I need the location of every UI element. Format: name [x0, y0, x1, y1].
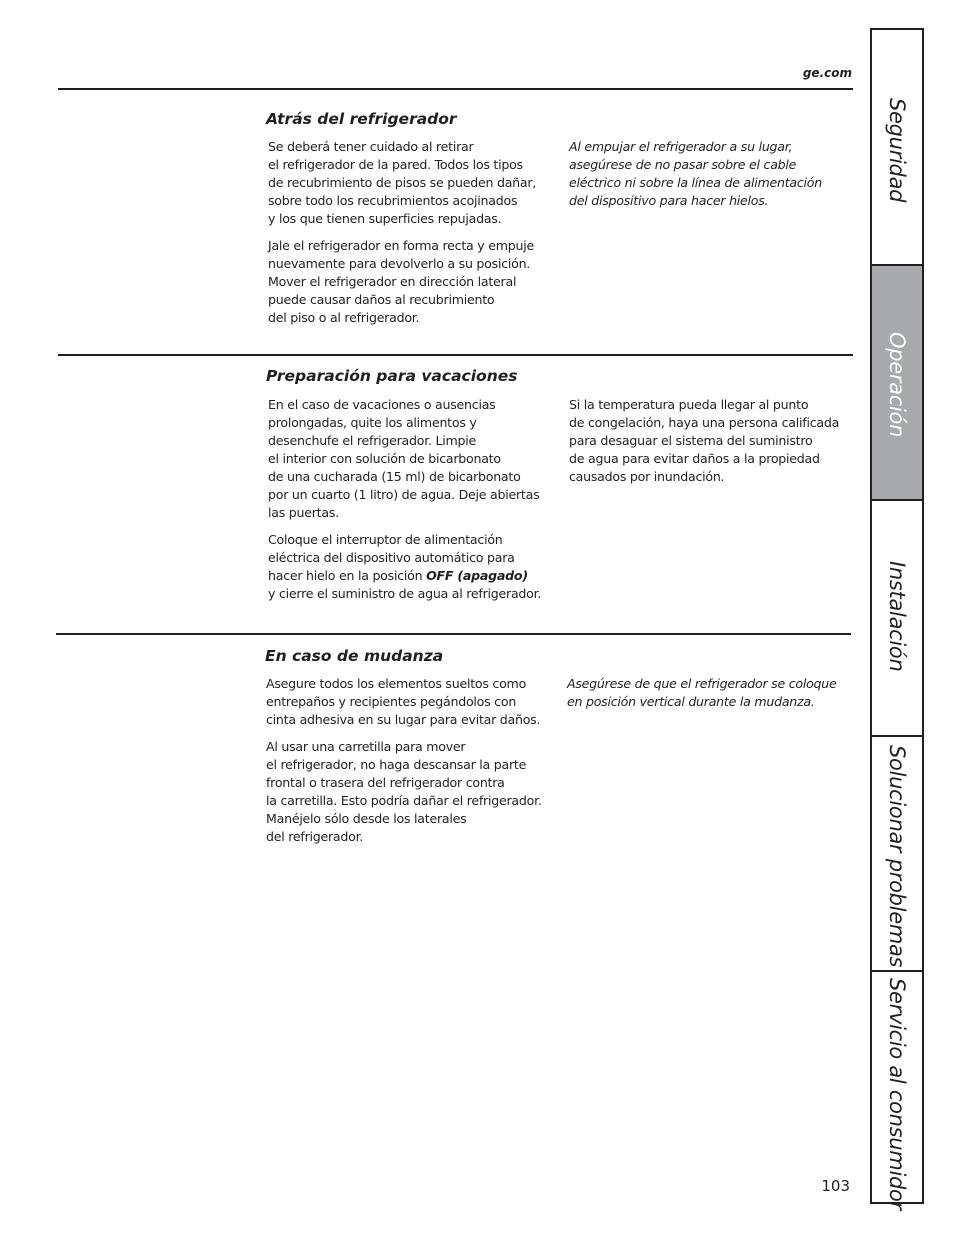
section-3-right-column [567, 675, 853, 720]
tab-label: Operación [885, 332, 909, 438]
paragraph: Asegure todos los elementos sueltos como entrepaños y recipientes pegándolos con cinta adhesiva en su lugar para evitar daños. [266, 676, 541, 727]
section-tabs [870, 28, 924, 1210]
paragraph-ice-maker-switch [268, 531, 558, 603]
tab-label: Seguridad [885, 98, 909, 203]
text: Coloque el interruptor de alimentación eléctrica del dispositivo automático para hacer hielo en la posición [268, 532, 515, 583]
tab-label: Instalación [885, 561, 909, 672]
section-2-left-column [268, 396, 558, 612]
section-title-behind-refrigerator: Atrás del refrigerador [266, 110, 457, 128]
section-divider [58, 88, 853, 90]
paragraph: Jale el refrigerador en forma recta y empuje nuevamente para devolverlo a su posición. Mover el refrigerador en dirección lateral puede causar daños al recubrimiento del piso o al refrigerador. [268, 238, 534, 325]
site-url: ge.com [802, 66, 852, 80]
tab-seguridad[interactable] [872, 30, 922, 266]
section-1-left-column [268, 138, 558, 336]
text: y cierre el suministro de agua al refrigerador. [268, 586, 542, 601]
tab-label: Solucionar problemas [885, 745, 909, 968]
paragraph: Asegúrese de que el refrigerador se coloque en posición vertical durante la mudanza. [567, 676, 837, 709]
paragraph: Si la temperatura pueda llegar al punto de congelación, haya una persona calificada para desaguar el sistema del suministro de agua para evitar daños a la propiedad causados por inundación. [569, 397, 840, 484]
section-2-right-column [569, 396, 853, 495]
paragraph: Se deberá tener cuidado al retirar el refrigerador de la pared. Todos los tipos de recubrimiento de pisos se pueden dañar, sobre todo los recubrimientos acojinados y los que tienen superficies repujadas. [268, 139, 537, 226]
section-divider [56, 633, 851, 635]
paragraph: En el caso de vacaciones o ausencias prolongadas, quite los alimentos y desenchufe el refrigerador. Limpie el interior con solución de bicarbonato de una cucharada (15 ml) de bicarbonato por un cuarto (1 litro) de agua. Deje abiertas las puertas. [268, 397, 540, 520]
page-number: 103 [821, 1177, 850, 1195]
tab-solucionar-problemas[interactable] [872, 737, 922, 972]
tab-label: Servicio al consumidor [885, 978, 909, 1210]
section-3-left-column [266, 675, 558, 855]
tab-servicio-al-consumidor[interactable] [872, 972, 922, 1210]
section-divider [58, 354, 853, 356]
section-title-moving: En caso de mudanza [265, 647, 444, 665]
tab-operacion[interactable] [872, 266, 922, 501]
paragraph: Al empujar el refrigerador a su lugar, asegúrese de no pasar sobre el cable eléctrico ni sobre la línea de alimentación del dispositivo para hacer hielos. [569, 139, 822, 208]
off-setting-label: OFF (apagado) [426, 568, 528, 583]
section-title-vacation: Preparación para vacaciones [266, 367, 518, 385]
tab-instalacion[interactable] [872, 501, 922, 737]
paragraph: Al usar una carretilla para mover el refrigerador, no haga descansar la parte frontal o trasera del refrigerador contra la carretilla. Esto podría dañar el refrigerador. Manéjelo sólo desde los laterales del refrigerador. [266, 739, 542, 844]
section-1-right-column [569, 138, 853, 219]
